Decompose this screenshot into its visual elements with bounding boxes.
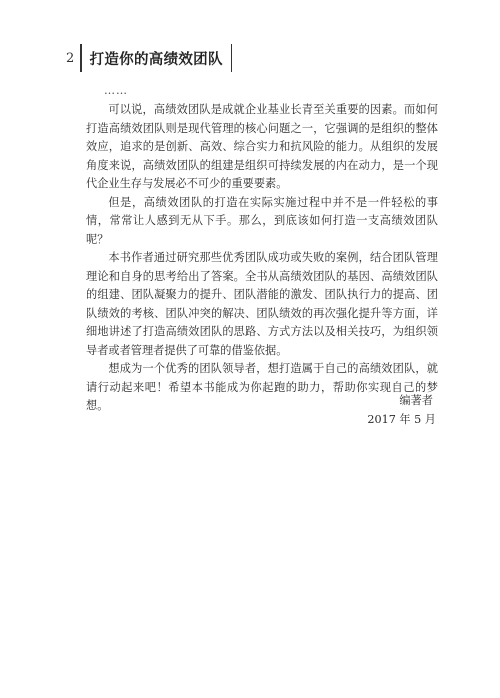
ellipsis-marker: …… [104, 84, 128, 97]
signature-date: 2017 年 5 月 [367, 413, 436, 426]
paragraph: 可以说，高绩效团队是成就企业基业长青至关重要的因素。而如何打造高绩效团队则是现代管理的核心问题之一，它强调的是组织的整体效应，追求的是创新、高效、综合实力和抗风险的能力。从组织的发展角度来说，高绩效团队的组建是组织可持续发展的内在动力，是一个现代企业生存与发展必不可少的重要要素。 [86, 103, 438, 190]
paragraph: 本书作者通过研究那些优秀团队成功或失败的案例，结合团队管理理论和自身的思考给出了答案。全书从高绩效团队的基因、高绩效团队的组建、团队凝聚力的提升、团队潜能的激发、团队执行力的提高、团队绩效的考核、团队冲突的解决、团队绩效的再次强化提升等方面，详细地讲述了打造高绩效团队的思路、方式方法以及相关技巧，为组织领导者或者管理者提供了可靠的借鉴依据。 [86, 251, 438, 357]
running-head [66, 43, 232, 73]
body-text [86, 101, 438, 416]
signature-block [367, 391, 436, 429]
paragraph: 想成为一个优秀的团队领导者，想打造属于自己的高绩效团队，就请行动起来吧！希望本书能成为你起跑的助力，帮助你实现自己的梦想。 [86, 362, 438, 412]
signature-author: 编著者 [399, 394, 433, 407]
header-divider-right [231, 44, 232, 72]
page-number: 2 [66, 50, 75, 66]
paragraph: 但是，高绩效团队的打造在实际实施过程中并不是一件轻松的事情，常常让人感到无从下手。那么，到底该如何打造一支高绩效团队呢？ [86, 195, 438, 246]
header-divider-left [80, 44, 81, 72]
chapter-title: 打造你的高绩效团队 [89, 51, 223, 68]
